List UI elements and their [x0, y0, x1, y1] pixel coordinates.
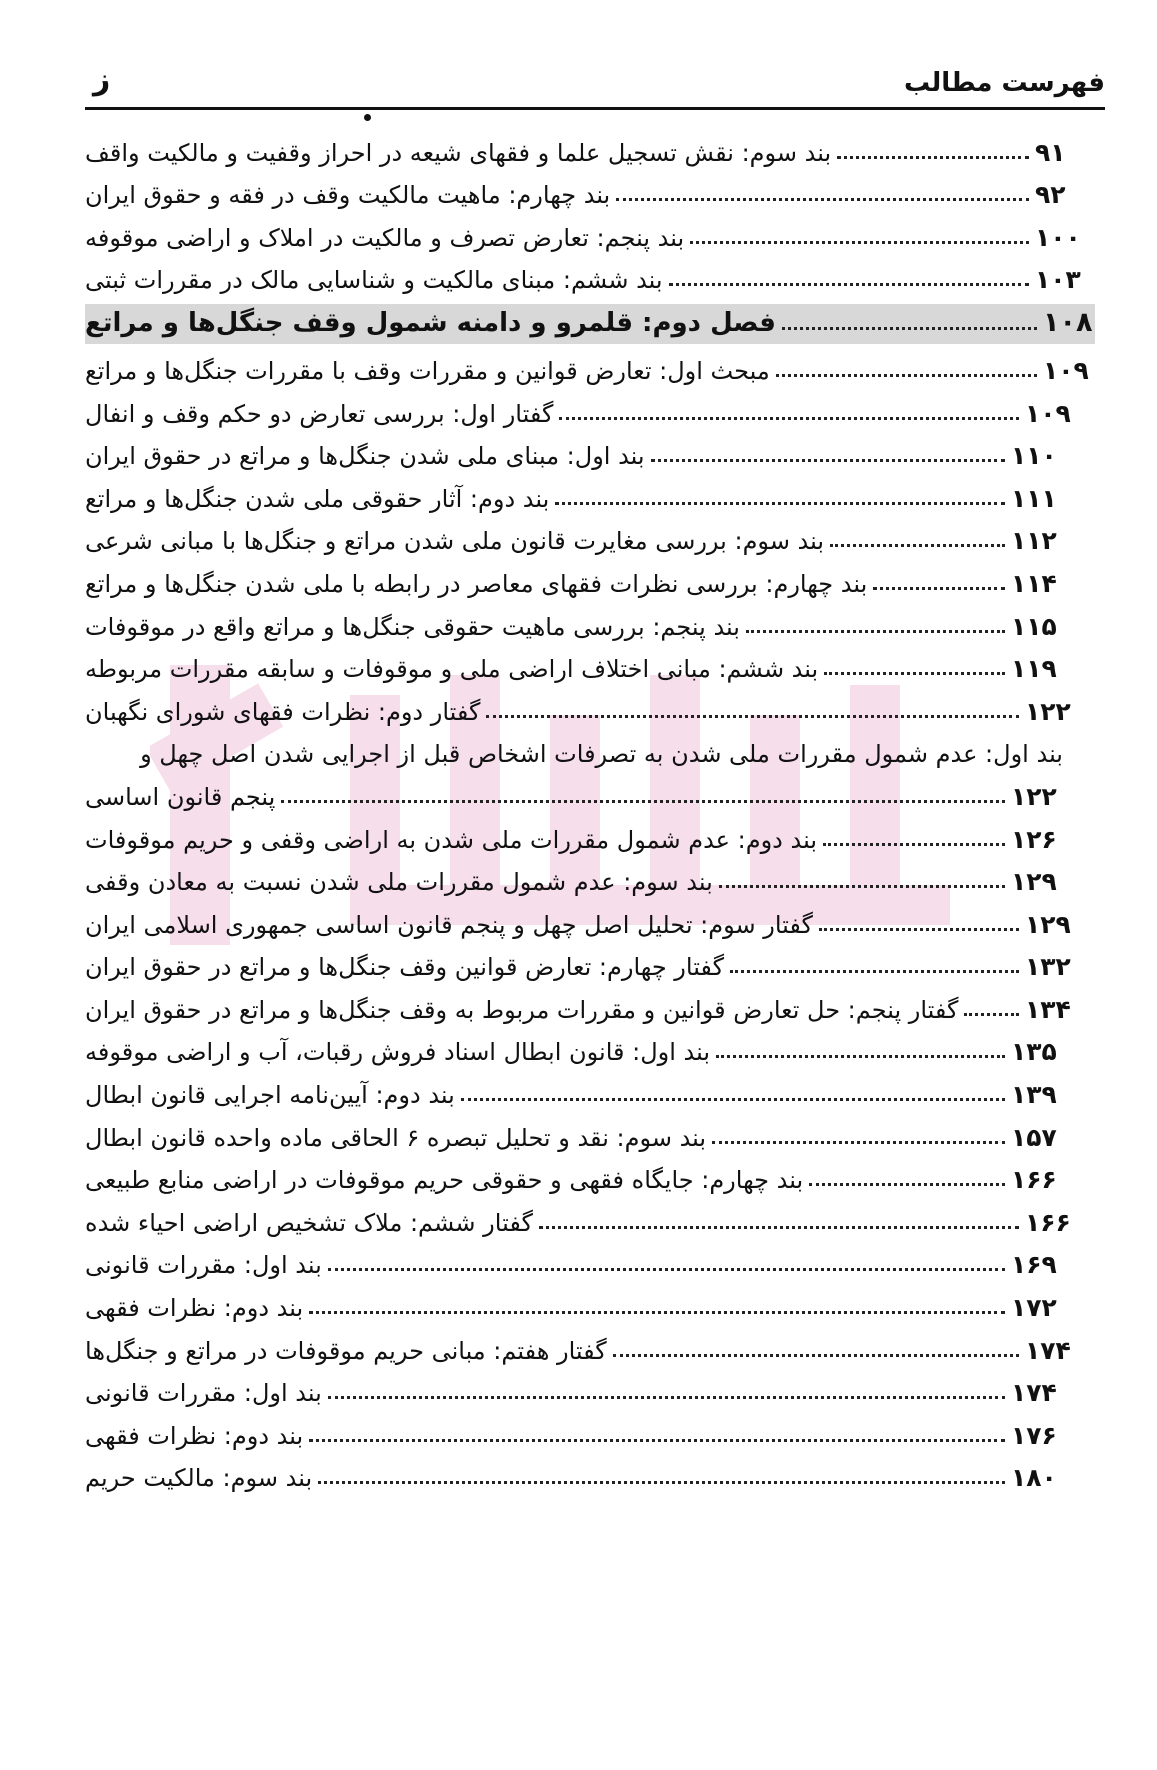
toc-row[interactable]: گفتار چهارم: تعارض قوانین وقف جنگل‌ها و مراتع در حقوق ایران ۱۳۲ — [85, 952, 1071, 982]
toc-row[interactable]: بند سوم: نقد و تحلیل تبصره ۶ الحاقی ماده واحده قانون ابطال ۱۵۷ — [85, 1122, 1057, 1152]
toc-row[interactable]: گفتار سوم: تحلیل اصل چهل و پنجم قانون اساسی جمهوری اسلامی ایران ۱۲۹ — [85, 909, 1071, 939]
toc-row[interactable]: بند ششم: مبانی اختلاف اراضی ملی و موقوفات و سابقه مقررات مربوطه ۱۱۹ — [85, 654, 1057, 684]
stray-dot — [364, 114, 371, 121]
toc-row[interactable]: بند دوم: عدم شمول مقررات ملی شدن به اراضی وقفی و حریم موقوفات ۱۲۶ — [85, 824, 1057, 854]
toc-row[interactable]: بند سوم: مالکیت حریم ۱۸۰ — [85, 1463, 1057, 1493]
toc-row[interactable]: گفتار پنجم: حل تعارض قوانین و مقررات مربوط به وقف جنگل‌ها و مراتع در حقوق ایران ۱۳۴ — [85, 994, 1071, 1024]
toc-row[interactable]: گفتار هفتم: مبانی حریم موقوفات در مراتع و جنگل‌ها ۱۷۴ — [85, 1335, 1071, 1365]
toc-row[interactable]: بند چهارم: بررسی نظرات فقهای معاصر در رابطه با ملی شدن جنگل‌ها و مراتع ۱۱۴ — [85, 568, 1057, 598]
toc-row[interactable]: بند دوم: آیین‌نامه اجرایی قانون ابطال ۱۳۹ — [85, 1080, 1057, 1110]
toc-row[interactable]: مبحث اول: تعارض قوانین و مقررات وقف با مقررات جنگل‌ها و مراتع ۱۰۹ — [85, 355, 1089, 385]
toc-row[interactable]: بند اول: مقررات قانونی ۱۷۴ — [85, 1378, 1057, 1408]
header-page-letter: ز — [93, 62, 111, 97]
toc-chapter-row[interactable]: فصل دوم: قلمرو و دامنه شمول وقف جنگل‌ها و مراتع ۱۰۸ — [85, 304, 1095, 344]
toc-row[interactable]: بند چهارم: جایگاه فقهی و حقوقی حریم موقوفات در اراضی منابع طبیعی ۱۶۶ — [85, 1165, 1057, 1195]
toc-row[interactable]: گفتار ششم: ملاک تشخیص اراضی احیاء شده ۱۶۶ — [85, 1207, 1071, 1237]
toc-row[interactable]: بند چهارم: ماهیت مالکیت وقف در فقه و حقوق ایران ۹۲ — [85, 180, 1066, 210]
toc-row[interactable]: بند پنجم: بررسی ماهیت حقوقی جنگل‌ها و مراتع واقع در موقوفات ۱۱۵ — [85, 611, 1057, 641]
toc-row[interactable]: گفتار دوم: نظرات فقهای شورای نگهبان ۱۲۲ — [85, 696, 1071, 726]
toc-row[interactable]: بند دوم: نظرات فقهی ۱۷۲ — [85, 1293, 1057, 1323]
toc-row[interactable]: بند سوم: نقش تسجیل علما و فقهای شیعه در احراز وقفیت و مالکیت واقف ۹۱ — [85, 137, 1066, 167]
toc-row[interactable]: بند اول: مقررات قانونی ۱۶۹ — [85, 1250, 1057, 1280]
toc-row[interactable]: بند اول: قانون ابطال اسناد فروش رقبات، آب و اراضی موقوفه ۱۳۵ — [85, 1037, 1057, 1067]
toc-row[interactable]: بند دوم: آثار حقوقی ملی شدن جنگل‌ها و مراتع ۱۱۱ — [85, 483, 1057, 513]
toc-row[interactable]: بند سوم: بررسی مغایرت قانون ملی شدن مراتع و جنگل‌ها با مبانی شرعی ۱۱۲ — [85, 526, 1057, 556]
toc-row[interactable]: بند پنجم: تعارض تصرف و مالکیت در املاک و اراضی موقوفه ۱۰۰ — [85, 222, 1081, 252]
table-of-contents — [85, 130, 1095, 1498]
header-title: فهرست مطالب — [904, 68, 1105, 98]
page-header — [85, 58, 1105, 110]
toc-row[interactable]: بند دوم: نظرات فقهی ۱۷۶ — [85, 1420, 1057, 1450]
toc-row-continued[interactable]: بند اول: عدم شمول مقررات ملی شدن به تصرفات اشخاص قبل از اجرایی شدن اصل چهل و — [140, 740, 1063, 769]
header-rule — [85, 107, 1105, 110]
toc-row[interactable]: بند اول: مبنای ملی شدن جنگل‌ها و مراتع در حقوق ایران ۱۱۰ — [85, 441, 1057, 471]
toc-row[interactable]: بند ششم: مبنای مالکیت و شناسایی مالک در مقررات ثبتی ۱۰۳ — [85, 265, 1081, 295]
toc-row[interactable]: گفتار اول: بررسی تعارض دو حکم وقف و انفال ۱۰۹ — [85, 398, 1071, 428]
toc-row[interactable]: پنجم قانون اساسی ۱۲۲ — [85, 781, 1057, 811]
toc-row[interactable]: بند سوم: عدم شمول مقررات ملی شدن نسبت به معادن وقفی ۱۲۹ — [85, 867, 1057, 897]
